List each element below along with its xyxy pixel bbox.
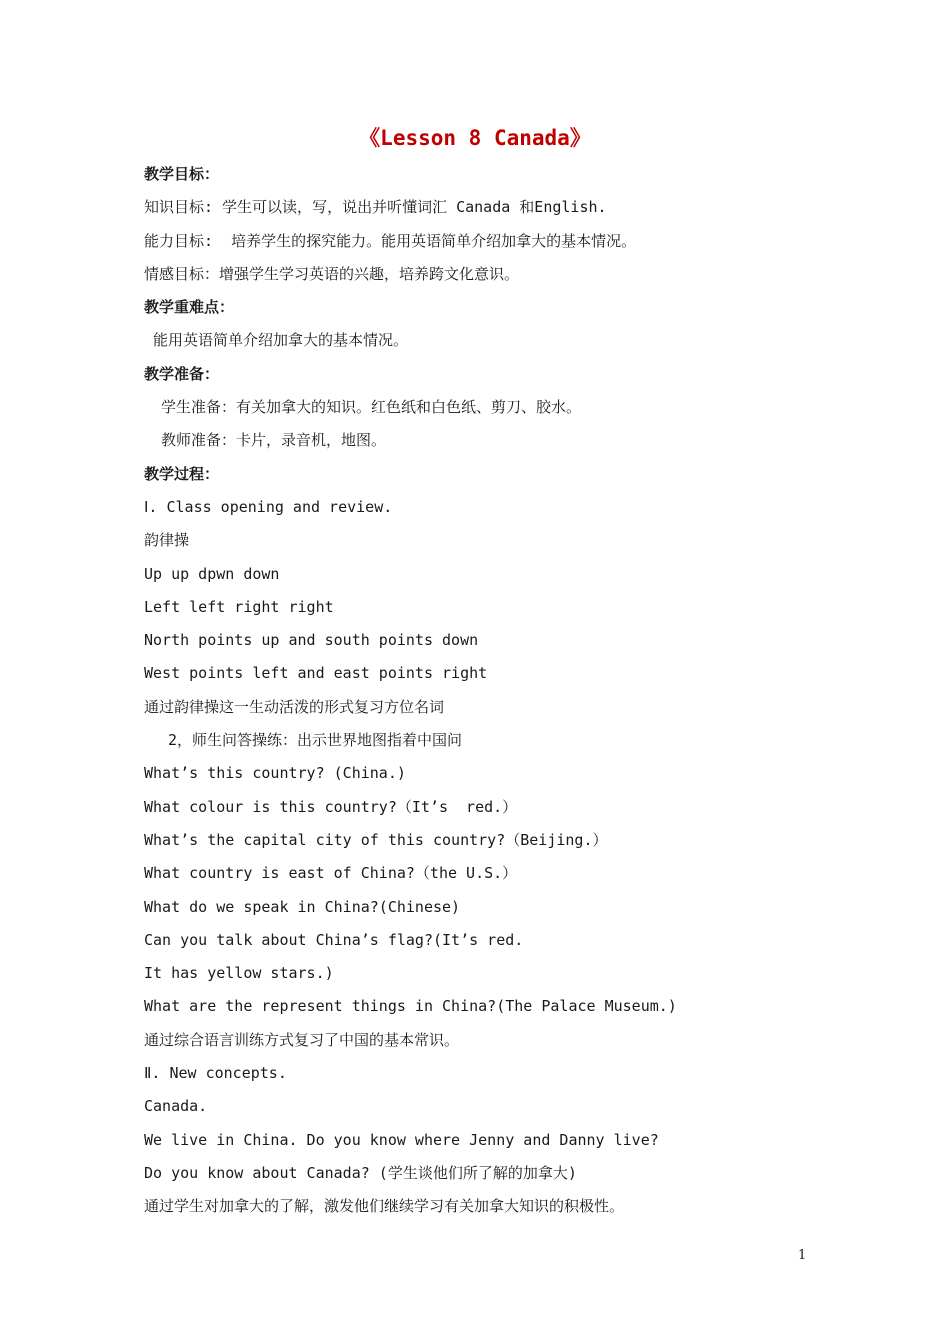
- page-number: 1: [798, 1248, 807, 1263]
- teacher-preparation: 教师准备：卡片，录音机，地图。: [161, 431, 387, 450]
- text-line: Canada.: [144, 1097, 208, 1116]
- emotion-objective: 情感目标：增强学生学习英语的兴趣，培养跨文化意识。: [144, 264, 520, 283]
- text-line: Do you know about Canada? (学生谈他们所了解的加拿大): [144, 1163, 577, 1182]
- question-line: What’s the capital city of this country?（Beijing.）: [144, 830, 608, 849]
- question-line: It has yellow stars.): [144, 964, 334, 983]
- text-line: 韵律操: [144, 531, 190, 550]
- ability-objective: 能力目标: 培养学生的探究能力。能用英语简单介绍加拿大的基本情况。: [144, 231, 637, 250]
- knowledge-objective: 知识目标: 学生可以读，写，说出并听懂词汇 Canada 和English.: [144, 198, 607, 217]
- section-heading-preparation: 教学准备：: [144, 364, 220, 383]
- chant-line: Left left right right: [144, 597, 334, 616]
- question-line: What country is east of China?（the U.S.）: [144, 864, 518, 883]
- question-line: What’s this country? (China.): [144, 764, 406, 783]
- step-one-heading: Ⅰ. Class opening and review.: [144, 497, 393, 516]
- key-point: 能用英语简单介绍加拿大的基本情况。: [153, 331, 409, 350]
- text-line: We live in China. Do you know where Jenny and Danny live?: [144, 1130, 659, 1149]
- student-preparation: 学生准备：有关加拿大的知识。红色纸和白色纸、剪刀、胶水。: [161, 398, 582, 417]
- drill-instruction: 2，师生问答操练：出示世界地图指着中国问: [168, 731, 463, 750]
- step-two-heading: Ⅱ. New concepts.: [144, 1064, 287, 1083]
- text-line: 通过综合语言训练方式复习了中国的基本常识。: [144, 1030, 460, 1049]
- section-heading-process: 教学过程：: [144, 464, 220, 483]
- question-line: Can you talk about China’s flag?(It’s red.: [144, 930, 524, 949]
- chant-line: North points up and south points down: [144, 631, 479, 650]
- question-line: What colour is this country?（It’s red.）: [144, 797, 518, 816]
- section-heading-key-points: 教学重难点：: [144, 298, 235, 317]
- question-line: What are the represent things in China?(The Palace Museum.): [144, 997, 677, 1016]
- text-line: 通过韵律操这一生动活泼的形式复习方位名词: [144, 697, 445, 716]
- section-heading-objectives: 教学目标：: [144, 165, 220, 183]
- chant-line: West points left and east points right: [144, 664, 488, 683]
- document-body: [144, 158, 844, 1224]
- question-line: What do we speak in China?(Chinese): [144, 897, 461, 916]
- lesson-title: 《Lesson 8 Canada》: [359, 126, 591, 150]
- text-line: 通过学生对加拿大的了解，激发他们继续学习有关加拿大知识的积极性。: [144, 1197, 625, 1216]
- chant-line: Up up dpwn down: [144, 564, 280, 583]
